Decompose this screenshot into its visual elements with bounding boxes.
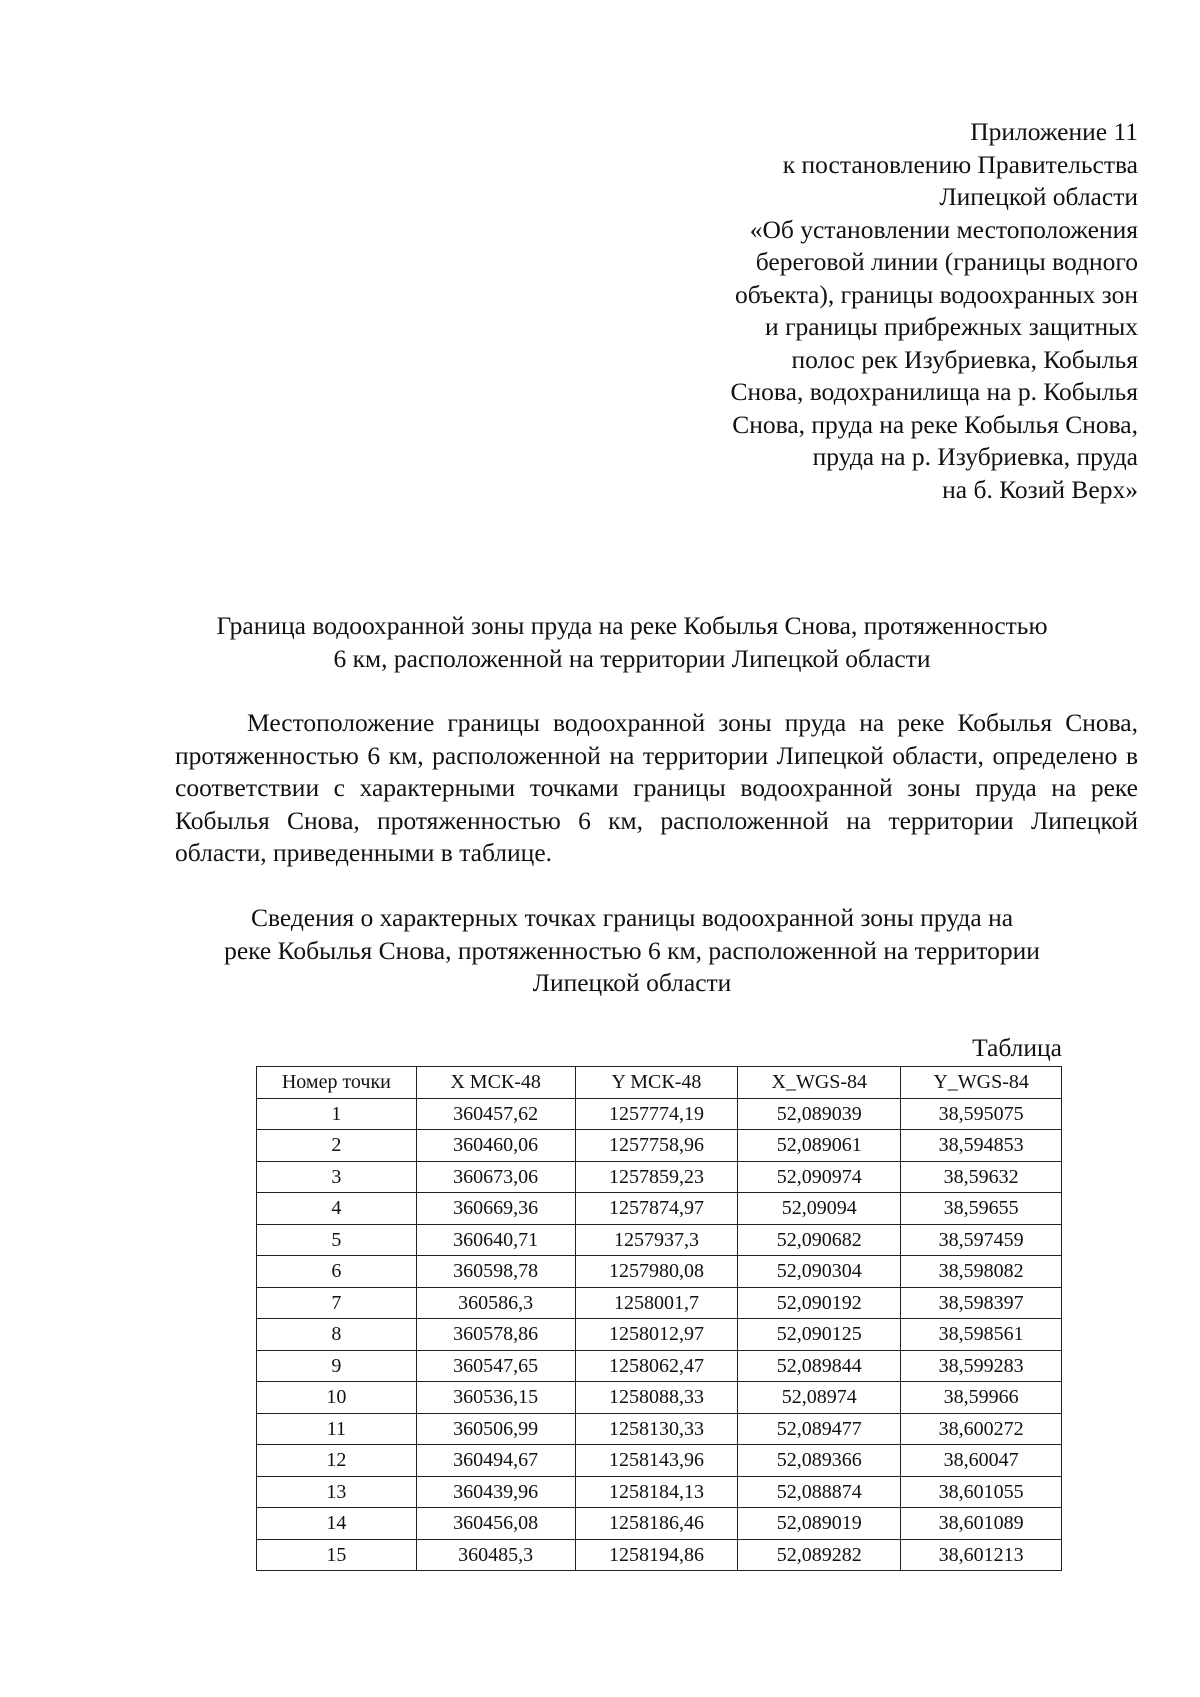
table-row [257, 1539, 1062, 1571]
cell-x-msk48: 360598,78 [416, 1256, 575, 1288]
cell-x-msk48: 360485,3 [416, 1539, 575, 1571]
table-label: Таблица [972, 1033, 1062, 1062]
cell-y-msk48: 1258184,13 [575, 1476, 738, 1508]
table-row [257, 1161, 1062, 1193]
title-line: 6 км, расположенной на территории Липецкой области [333, 644, 931, 673]
cell-y-wgs84: 38,601055 [901, 1476, 1062, 1508]
cell-y-msk48: 1258130,33 [575, 1413, 738, 1445]
cell-point-number: 7 [257, 1287, 417, 1319]
cell-y-msk48: 1258001,7 [575, 1287, 738, 1319]
cell-y-wgs84: 38,599283 [901, 1350, 1062, 1382]
cell-y-wgs84: 38,597459 [901, 1224, 1062, 1256]
cell-point-number: 15 [257, 1539, 417, 1571]
title-line: Граница водоохранной зоны пруда на реке Кобылья Снова, протяженностью [216, 611, 1048, 640]
cell-point-number: 10 [257, 1382, 417, 1414]
appendix-line: к постановлению Правительства [782, 149, 1138, 179]
cell-x-msk48: 360578,86 [416, 1319, 575, 1351]
cell-x-wgs84: 52,089061 [738, 1130, 901, 1162]
cell-x-msk48: 360506,99 [416, 1413, 575, 1445]
cell-y-msk48: 1258062,47 [575, 1350, 738, 1382]
cell-y-wgs84: 38,598561 [901, 1319, 1062, 1351]
cell-point-number: 12 [257, 1445, 417, 1477]
header-point-number: Номер точки [257, 1067, 417, 1099]
cell-point-number: 2 [257, 1130, 417, 1162]
table-row [257, 1382, 1062, 1414]
cell-y-msk48: 1257758,96 [575, 1130, 738, 1162]
cell-x-msk48: 360460,06 [416, 1130, 575, 1162]
cell-y-msk48: 1258143,96 [575, 1445, 738, 1477]
body-paragraph: Местоположение границы водоохранной зоны пруда на реке Кобылья Снова, протяженностью 6 км, расположенной на территории Липецкой области, определено в соответствии с характерными точками границы водоохранной зоны пруда на реке Кобылья Снова, протяженностью 6 км, расположенной на территории Липецкой области, приведенными в таблице. [175, 708, 1138, 867]
cell-x-wgs84: 52,089366 [738, 1445, 901, 1477]
cell-y-wgs84: 38,60047 [901, 1445, 1062, 1477]
appendix-reference [578, 116, 1138, 506]
table-row [257, 1256, 1062, 1288]
cell-x-wgs84: 52,090125 [738, 1319, 901, 1351]
cell-y-wgs84: 38,601089 [901, 1508, 1062, 1540]
cell-point-number: 6 [257, 1256, 417, 1288]
cell-x-msk48: 360673,06 [416, 1161, 575, 1193]
cell-x-msk48: 360456,08 [416, 1508, 575, 1540]
cell-x-wgs84: 52,090192 [738, 1287, 901, 1319]
cell-point-number: 11 [257, 1413, 417, 1445]
cell-y-wgs84: 38,595075 [901, 1098, 1062, 1130]
cell-x-msk48: 360640,71 [416, 1224, 575, 1256]
cell-y-wgs84: 38,594853 [901, 1130, 1062, 1162]
cell-y-wgs84: 38,598397 [901, 1287, 1062, 1319]
cell-x-msk48: 360586,3 [416, 1287, 575, 1319]
cell-x-msk48: 360439,96 [416, 1476, 575, 1508]
caption-line: Липецкой области [532, 968, 732, 997]
cell-y-msk48: 1257874,97 [575, 1193, 738, 1225]
appendix-line: пруда на р. Изубриевка, пруда [812, 442, 1138, 471]
appendix-line: Липецкой области [939, 182, 1138, 211]
table-caption [172, 902, 1092, 1000]
appendix-line: Приложение 11 [970, 117, 1138, 146]
table-row [257, 1130, 1062, 1162]
cell-x-wgs84: 52,089844 [738, 1350, 901, 1382]
appendix-line: и границы прибрежных защитных [765, 312, 1138, 341]
cell-x-msk48: 360547,65 [416, 1350, 575, 1382]
cell-y-msk48: 1257774,19 [575, 1098, 738, 1130]
appendix-line: объекта), границы водоохранных зон [734, 279, 1138, 309]
cell-x-msk48: 360494,67 [416, 1445, 575, 1477]
cell-y-msk48: 1258186,46 [575, 1508, 738, 1540]
header-y-wgs84: Y_WGS-84 [901, 1067, 1062, 1099]
cell-y-wgs84: 38,59966 [901, 1382, 1062, 1414]
appendix-line: на б. Козий Верх» [942, 474, 1138, 504]
cell-x-wgs84: 52,090682 [738, 1224, 901, 1256]
cell-y-msk48: 1258194,86 [575, 1539, 738, 1571]
appendix-line: Снова, пруда на реке Кобылья Снова, [732, 409, 1138, 439]
cell-point-number: 14 [257, 1508, 417, 1540]
appendix-line: береговой линии (границы водного [755, 247, 1138, 276]
cell-x-msk48: 360457,62 [416, 1098, 575, 1130]
cell-y-wgs84: 38,600272 [901, 1413, 1062, 1445]
cell-point-number: 8 [257, 1319, 417, 1351]
cell-x-wgs84: 52,090974 [738, 1161, 901, 1193]
table-row [257, 1287, 1062, 1319]
cell-point-number: 5 [257, 1224, 417, 1256]
cell-y-wgs84: 38,59655 [901, 1193, 1062, 1225]
cell-point-number: 13 [257, 1476, 417, 1508]
cell-y-msk48: 1257937,3 [575, 1224, 738, 1256]
cell-y-msk48: 1258088,33 [575, 1382, 738, 1414]
appendix-line: полос рек Изубриевка, Кобылья [791, 344, 1138, 374]
table-row [257, 1224, 1062, 1256]
table-row [257, 1350, 1062, 1382]
appendix-line: «Об установлении местоположения [749, 214, 1138, 244]
cell-x-wgs84: 52,08974 [738, 1382, 901, 1414]
table-row [257, 1476, 1062, 1508]
cell-x-wgs84: 52,088874 [738, 1476, 901, 1508]
cell-x-wgs84: 52,089282 [738, 1539, 901, 1571]
table-body [257, 1098, 1062, 1571]
appendix-line: Снова, водохранилища на р. Кобылья [730, 377, 1138, 406]
cell-x-wgs84: 52,089039 [738, 1098, 901, 1130]
cell-x-msk48: 360536,15 [416, 1382, 575, 1414]
cell-point-number: 4 [257, 1193, 417, 1225]
cell-point-number: 3 [257, 1161, 417, 1193]
cell-y-msk48: 1257980,08 [575, 1256, 738, 1288]
cell-y-msk48: 1258012,97 [575, 1319, 738, 1351]
cell-point-number: 1 [257, 1098, 417, 1130]
cell-point-number: 9 [257, 1350, 417, 1382]
cell-y-wgs84: 38,59632 [901, 1161, 1062, 1193]
table-row [257, 1098, 1062, 1130]
cell-x-wgs84: 52,089477 [738, 1413, 901, 1445]
header-x-msk48: X МСК-48 [416, 1067, 575, 1099]
coordinates-table [256, 1066, 1062, 1571]
cell-x-wgs84: 52,089019 [738, 1508, 901, 1540]
header-x-wgs84: X_WGS-84 [738, 1067, 901, 1099]
caption-line: Сведения о характерных точках границы водоохранной зоны пруда на [250, 903, 1014, 932]
document-title [172, 609, 1092, 675]
cell-y-wgs84: 38,598082 [901, 1256, 1062, 1288]
table-row [257, 1508, 1062, 1540]
table-row [257, 1413, 1062, 1445]
cell-x-wgs84: 52,090304 [738, 1256, 901, 1288]
table-row [257, 1193, 1062, 1225]
table-row [257, 1445, 1062, 1477]
cell-y-wgs84: 38,601213 [901, 1539, 1062, 1571]
cell-y-msk48: 1257859,23 [575, 1161, 738, 1193]
cell-x-msk48: 360669,36 [416, 1193, 575, 1225]
cell-x-wgs84: 52,09094 [738, 1193, 901, 1225]
table-header-row [257, 1067, 1062, 1099]
header-y-msk48: Y МСК-48 [575, 1067, 738, 1099]
table-row [257, 1319, 1062, 1351]
caption-line: реке Кобылья Снова, протяженностью 6 км, расположенной на территории [224, 935, 1040, 965]
